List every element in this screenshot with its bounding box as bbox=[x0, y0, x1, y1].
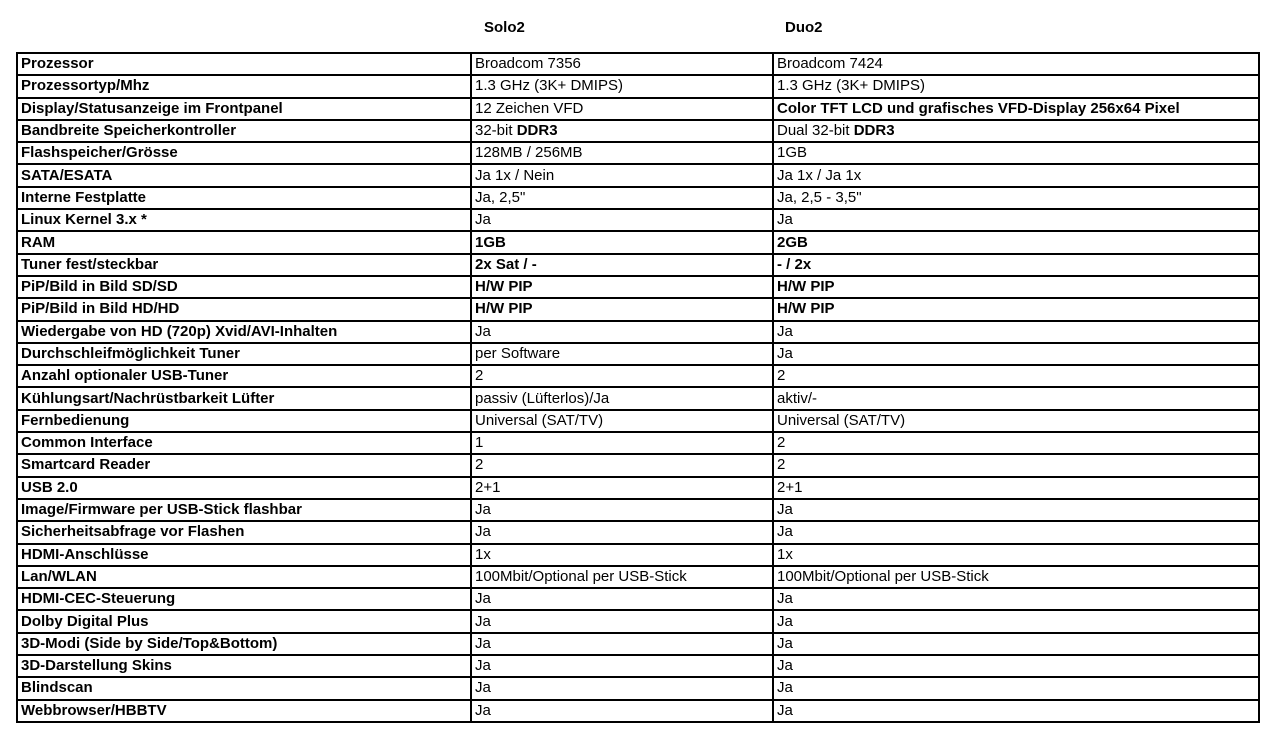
table-row bbox=[17, 566, 1259, 588]
duo2-value: Ja bbox=[773, 633, 1259, 655]
table-row bbox=[17, 53, 1259, 75]
feature-label: Lan/WLAN bbox=[17, 566, 471, 588]
duo2-value: 2+1 bbox=[773, 477, 1259, 499]
solo2-value: 1x bbox=[471, 544, 773, 566]
feature-label: Prozessortyp/Mhz bbox=[17, 75, 471, 97]
duo2-value: 1.3 GHz (3K+ DMIPS) bbox=[773, 75, 1259, 97]
solo2-value: Ja 1x / Nein bbox=[471, 164, 773, 186]
feature-label: PiP/Bild in Bild HD/HD bbox=[17, 298, 471, 320]
duo2-value: Universal (SAT/TV) bbox=[773, 410, 1259, 432]
feature-label: HDMI-CEC-Steuerung bbox=[17, 588, 471, 610]
feature-label: Smartcard Reader bbox=[17, 454, 471, 476]
solo2-value: Broadcom 7356 bbox=[471, 53, 773, 75]
table-row bbox=[17, 477, 1259, 499]
feature-label: RAM bbox=[17, 231, 471, 253]
feature-label: Wiedergabe von HD (720p) Xvid/AVI-Inhalten bbox=[17, 321, 471, 343]
duo2-value: 2 bbox=[773, 365, 1259, 387]
solo2-value: H/W PIP bbox=[471, 298, 773, 320]
solo2-value: Ja bbox=[471, 521, 773, 543]
table-row bbox=[17, 432, 1259, 454]
feature-label: Kühlungsart/Nachrüstbarkeit Lüfter bbox=[17, 387, 471, 409]
duo2-value: Ja 1x / Ja 1x bbox=[773, 164, 1259, 186]
duo2-value-text: Dual 32-bit bbox=[777, 122, 854, 140]
solo2-value: 1 bbox=[471, 432, 773, 454]
duo2-value: H/W PIP bbox=[773, 276, 1259, 298]
feature-label: USB 2.0 bbox=[17, 477, 471, 499]
table-row bbox=[17, 254, 1259, 276]
feature-label: Flashspeicher/Grösse bbox=[17, 142, 471, 164]
solo2-value: 2+1 bbox=[471, 477, 773, 499]
duo2-value: Ja bbox=[773, 321, 1259, 343]
duo2-value: Ja bbox=[773, 499, 1259, 521]
duo2-value: Ja bbox=[773, 700, 1259, 722]
solo2-value-emphasis: DDR3 bbox=[516, 122, 558, 140]
duo2-value: 2 bbox=[773, 454, 1259, 476]
duo2-value: 2 bbox=[773, 432, 1259, 454]
table-row bbox=[17, 298, 1259, 320]
feature-label: Blindscan bbox=[17, 677, 471, 699]
duo2-value-emphasis: DDR3 bbox=[853, 122, 895, 140]
table-row bbox=[17, 98, 1259, 120]
table-row bbox=[17, 700, 1259, 722]
table-row bbox=[17, 209, 1259, 231]
feature-label: Durchschleifmöglichkeit Tuner bbox=[17, 343, 471, 365]
table-row bbox=[17, 120, 1259, 142]
feature-label: Image/Firmware per USB-Stick flashbar bbox=[17, 499, 471, 521]
solo2-value: 128MB / 256MB bbox=[471, 142, 773, 164]
feature-label: Linux Kernel 3.x * bbox=[17, 209, 471, 231]
table-row bbox=[17, 610, 1259, 632]
table-row bbox=[17, 75, 1259, 97]
solo2-value: 12 Zeichen VFD bbox=[471, 98, 773, 120]
solo2-value: 2x Sat / - bbox=[471, 254, 773, 276]
table-row bbox=[17, 410, 1259, 432]
table-row bbox=[17, 588, 1259, 610]
table-row bbox=[17, 142, 1259, 164]
duo2-value: 1GB bbox=[773, 142, 1259, 164]
spec-comparison-table bbox=[16, 52, 1260, 723]
feature-label: 3D-Darstellung Skins bbox=[17, 655, 471, 677]
duo2-value: Ja bbox=[773, 588, 1259, 610]
column-header-duo2: Duo2 bbox=[785, 19, 823, 36]
feature-label: SATA/ESATA bbox=[17, 164, 471, 186]
table-row bbox=[17, 633, 1259, 655]
table-row bbox=[17, 677, 1259, 699]
table-row bbox=[17, 365, 1259, 387]
duo2-value bbox=[773, 120, 1259, 142]
duo2-value: H/W PIP bbox=[773, 298, 1259, 320]
solo2-value: Ja bbox=[471, 655, 773, 677]
feature-label: Prozessor bbox=[17, 53, 471, 75]
duo2-value: Color TFT LCD und grafisches VFD-Display 256x64 Pixel bbox=[773, 98, 1259, 120]
feature-label: Bandbreite Speicherkontroller bbox=[17, 120, 471, 142]
solo2-value: 1.3 GHz (3K+ DMIPS) bbox=[471, 75, 773, 97]
solo2-value: passiv (Lüfterlos)/Ja bbox=[471, 387, 773, 409]
solo2-value: Ja bbox=[471, 610, 773, 632]
solo2-value bbox=[471, 120, 773, 142]
solo2-value: 2 bbox=[471, 365, 773, 387]
duo2-value: Ja bbox=[773, 655, 1259, 677]
solo2-value: Ja bbox=[471, 209, 773, 231]
feature-label: 3D-Modi (Side by Side/Top&Bottom) bbox=[17, 633, 471, 655]
feature-label: PiP/Bild in Bild SD/SD bbox=[17, 276, 471, 298]
duo2-value: Broadcom 7424 bbox=[773, 53, 1259, 75]
duo2-value: 100Mbit/Optional per USB-Stick bbox=[773, 566, 1259, 588]
spec-table-body bbox=[17, 53, 1259, 722]
solo2-value: 1GB bbox=[471, 231, 773, 253]
solo2-value: Universal (SAT/TV) bbox=[471, 410, 773, 432]
table-row bbox=[17, 544, 1259, 566]
column-header-solo2: Solo2 bbox=[484, 19, 525, 36]
feature-label: Sicherheitsabfrage vor Flashen bbox=[17, 521, 471, 543]
duo2-value: 1x bbox=[773, 544, 1259, 566]
table-row bbox=[17, 655, 1259, 677]
table-row bbox=[17, 387, 1259, 409]
table-row bbox=[17, 321, 1259, 343]
solo2-value: Ja bbox=[471, 633, 773, 655]
duo2-value: Ja bbox=[773, 677, 1259, 699]
duo2-value: Ja bbox=[773, 610, 1259, 632]
feature-label: Interne Festplatte bbox=[17, 187, 471, 209]
duo2-value: Ja bbox=[773, 521, 1259, 543]
feature-label: Fernbedienung bbox=[17, 410, 471, 432]
table-row bbox=[17, 231, 1259, 253]
feature-label: Common Interface bbox=[17, 432, 471, 454]
table-row bbox=[17, 276, 1259, 298]
solo2-value: Ja, 2,5" bbox=[471, 187, 773, 209]
solo2-value: Ja bbox=[471, 588, 773, 610]
table-row bbox=[17, 343, 1259, 365]
solo2-value-text: 32-bit bbox=[475, 122, 517, 140]
table-row bbox=[17, 521, 1259, 543]
solo2-value: Ja bbox=[471, 499, 773, 521]
table-row bbox=[17, 454, 1259, 476]
table-row bbox=[17, 164, 1259, 186]
feature-label: Anzahl optionaler USB-Tuner bbox=[17, 365, 471, 387]
table-row bbox=[17, 187, 1259, 209]
solo2-value: Ja bbox=[471, 677, 773, 699]
feature-label: Tuner fest/steckbar bbox=[17, 254, 471, 276]
feature-label: Webbrowser/HBBTV bbox=[17, 700, 471, 722]
solo2-value: 2 bbox=[471, 454, 773, 476]
feature-label: Dolby Digital Plus bbox=[17, 610, 471, 632]
duo2-value: Ja bbox=[773, 343, 1259, 365]
duo2-value: aktiv/- bbox=[773, 387, 1259, 409]
duo2-value: Ja, 2,5 - 3,5" bbox=[773, 187, 1259, 209]
table-row bbox=[17, 499, 1259, 521]
solo2-value: 100Mbit/Optional per USB-Stick bbox=[471, 566, 773, 588]
solo2-value: per Software bbox=[471, 343, 773, 365]
solo2-value: H/W PIP bbox=[471, 276, 773, 298]
solo2-value: Ja bbox=[471, 321, 773, 343]
solo2-value: Ja bbox=[471, 700, 773, 722]
feature-label: HDMI-Anschlüsse bbox=[17, 544, 471, 566]
duo2-value: 2GB bbox=[773, 231, 1259, 253]
feature-label: Display/Statusanzeige im Frontpanel bbox=[17, 98, 471, 120]
duo2-value: - / 2x bbox=[773, 254, 1259, 276]
duo2-value: Ja bbox=[773, 209, 1259, 231]
